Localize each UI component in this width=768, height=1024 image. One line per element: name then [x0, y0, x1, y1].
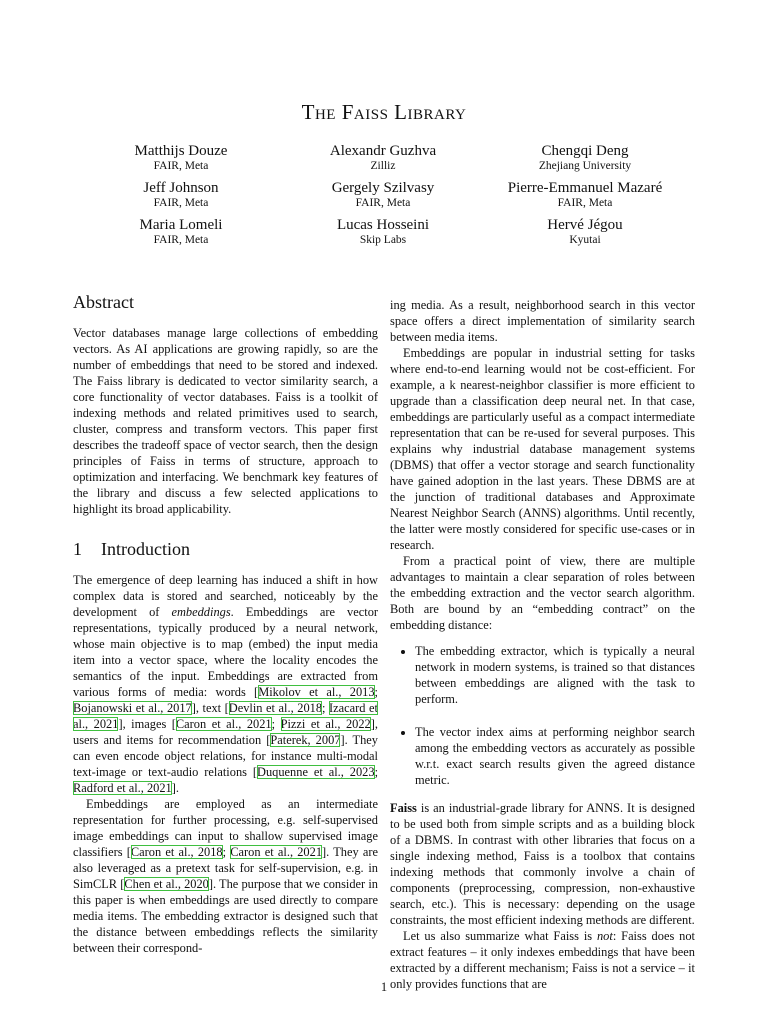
citation-link[interactable]: Devlin et al., 2018 — [228, 701, 323, 715]
author-affiliation: Zilliz — [370, 160, 396, 172]
paragraph-practical: From a practical point of view, there are multiple advantages to maintain a clear separation of roles between the embedding extraction and the vector search algorithm. Both are bound by an “embedding contract” on the embedding distance: — [390, 554, 695, 632]
author — [80, 143, 282, 173]
author-affiliation: Kyutai — [569, 234, 601, 246]
citation-link[interactable]: Caron et al., 2021 — [230, 845, 323, 859]
text-run: ; — [271, 717, 281, 731]
author-affiliation: FAIR, Meta — [153, 197, 209, 209]
citation-link[interactable]: Pizzi et al., 2022 — [280, 717, 371, 731]
author-affiliation: Skip Labs — [359, 234, 407, 246]
citation-link[interactable]: Izacard et al., 2021 — [73, 701, 378, 731]
author-name: Maria Lomeli — [139, 217, 223, 233]
bold-term: Faiss — [390, 801, 417, 815]
author-name: Alexandr Guzhva — [329, 143, 437, 159]
intro-paragraph-1 — [73, 572, 378, 796]
author — [282, 143, 484, 173]
paragraph-popular: Embeddings are popular in industrial setting for tasks where end-to-end learning would not be cost-efficient. For example, a k nearest-neighbor classifier is more efficient to upgrade than a classification deep neural net. In that case, embeddings are particularly useful as a compact intermediate representation that can be re-used for several purposes. This explains why industrial database management systems (DBMS) that offer a vector storage and search functionality have gained adoption in the last years. These DBMS are at the junction of traditional databases and Approximate Nearest Neighbor Search (ANNS) algorithms. Until recently, the latter were mostly considered for specific use-cases or in research. — [390, 346, 695, 552]
text-run: is an industrial-grade library for ANNS. It is designed to be used both from simple scripts and as a building block of a DBMS. In contrast with other libraries that focus on a single indexing method, Faiss is a toolbox that contains indexing methods that commonly involve a chain of components (preprocessing, compression, non-exhaustive search, etc.). This is necessary: depending on the usage constraints, the most efficient indexing methods are different. — [390, 801, 695, 927]
section-title: Introduction — [101, 539, 190, 559]
citation-link[interactable]: Chen et al., 2020 — [124, 877, 209, 891]
author — [484, 180, 686, 210]
paper-title: The Faiss Library — [301, 100, 467, 124]
abstract-heading: Abstract — [73, 292, 134, 312]
text-run: ]. They can even encode object relations, for instance multi-modal text-image or text-audio relations [ — [73, 733, 378, 779]
author — [484, 143, 686, 173]
author-name: Matthijs Douze — [134, 143, 228, 159]
contract-list — [390, 643, 695, 788]
section-number: 1 — [73, 539, 82, 559]
author-affiliation: FAIR, Meta — [153, 160, 209, 172]
right-column — [390, 297, 695, 992]
citation-link[interactable]: Radford et al., 2021 — [73, 781, 172, 795]
text-run: ], users and items for recommendation [ — [73, 717, 378, 747]
author-affiliation: Zhejiang University — [538, 160, 632, 172]
abstract-text: Vector databases manage large collections of embedding vectors. As AI applications are growing rapidly, so are the number of embeddings that need to be stored and indexed. The Faiss library is dedicated to vector similarity search, a core functionality of vector databases. Faiss is a toolkit of indexing methods and related primitives used to search, cluster, compress and transform vectors. This paper first describes the tradeoff space of vector search, then the design principles of Faiss in terms of structure, approach to optimization and interfacing. We benchmark key features of the library and discuss a few selected applications to highlight its broad applicability. — [73, 326, 378, 516]
text-run: ]. — [171, 781, 179, 795]
text-run: ; — [374, 685, 378, 699]
text-run: ]. The purpose that we consider in this paper is when embeddings are used directly to compare media items. The embedding extractor is designed such that the distance between embeddings reflects the similarity between their correspond- — [73, 877, 378, 955]
author — [80, 180, 282, 210]
emphasis: not — [596, 929, 613, 943]
citation-link[interactable]: Caron et al., 2021 — [175, 717, 272, 731]
text-run: : Faiss does not extract features – it only indexes embeddings that have been extracted by a different mechanism; Faiss is not a service – it only provides functions that are — [390, 929, 695, 991]
text-run: ], text [ — [191, 701, 229, 715]
author-name: Hervé Jégou — [547, 217, 623, 233]
author — [282, 180, 484, 210]
text-run: The emergence of deep learning has induced a shift in how complex data is stored and searched, noticeably by the development of — [73, 573, 378, 619]
paragraph-faiss — [390, 800, 695, 928]
text-run: . Embeddings are vector representations, typically produced by a neural network, whose main objective is to map (embed) the input media item into a vector space, where the locality encodes the semantics of the input. Embeddings are extracted from various forms of media: words [ — [73, 605, 379, 699]
author-name: Jeff Johnson — [143, 180, 219, 196]
list-item: • The vector index aims at performing neighbor search among the embedding vectors as accurately as possible w.r.t. exact search results given the agreed distance metric. — [415, 724, 695, 788]
text-run: ; — [374, 765, 379, 779]
section-heading-introduction — [73, 539, 378, 559]
continuation-paragraph: ing media. As a result, neighborhood search in this vector space offers a direct implementation of similarity search between media items. — [390, 298, 695, 344]
page-number: 1 — [380, 980, 388, 994]
author-name: Chengqi Deng — [541, 143, 629, 159]
author-name: Lucas Hosseini — [336, 217, 430, 233]
emphasis: embeddings — [171, 605, 231, 619]
author-list — [80, 143, 686, 247]
text-run: Let us also summarize what Faiss is — [403, 929, 597, 943]
citation-link[interactable]: Mikolov et al., 2013 — [258, 685, 375, 699]
text-run: Embeddings are employed as an intermediate representation for further processing, e.g. self-supervised image embeddings can input to shallow supervised image classifiers [ — [73, 797, 378, 859]
author — [282, 217, 484, 247]
text-run: ], images [ — [118, 717, 176, 731]
list-item: • The embedding extractor, which is typically a neural network in modern systems, is trained so that distances between embeddings are aligned with the task to perform. — [415, 643, 695, 707]
citation-link[interactable]: Duquenne et al., 2023 — [257, 765, 375, 779]
citation-link[interactable]: Bojanowski et al., 2017 — [73, 701, 192, 715]
author-name: Gergely Szilvasy — [331, 180, 435, 196]
text-run: ; — [222, 845, 231, 859]
author-affiliation: FAIR, Meta — [153, 234, 209, 246]
author-name: Pierre-Emmanuel Mazaré — [507, 180, 663, 196]
author-affiliation: FAIR, Meta — [355, 197, 411, 209]
author-affiliation: FAIR, Meta — [557, 197, 613, 209]
intro-paragraph-2 — [73, 796, 378, 956]
citation-link[interactable]: Caron et al., 2018 — [130, 845, 223, 859]
text-run: ; — [322, 701, 330, 715]
author — [484, 217, 686, 247]
text-run: ]. They are also leveraged as a pretext task for self-supervision, e.g. in SimCLR [ — [73, 845, 379, 891]
citation-link[interactable]: Paterek, 2007 — [270, 733, 341, 747]
author — [80, 217, 282, 247]
left-column — [73, 292, 378, 956]
